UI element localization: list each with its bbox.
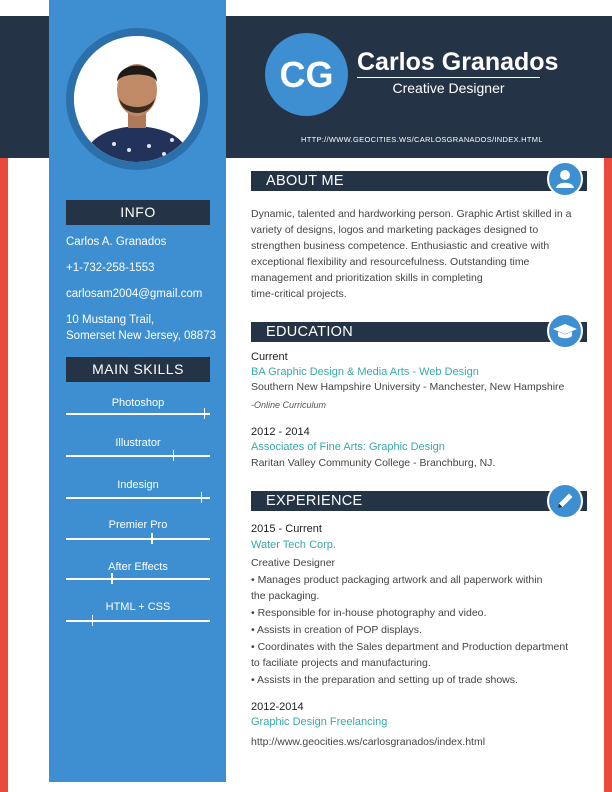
info-address-line2: Somerset New Jersey, 08873 [66, 330, 216, 342]
info-address-line1: 10 Mustang Trail, [66, 314, 155, 326]
list-item: • Responsible for in-house photography and video. [251, 607, 487, 619]
education-heading: EDUCATION [251, 322, 587, 342]
experience-period: 2015 - Current [251, 523, 322, 535]
candidate-role: Creative Designer [392, 80, 505, 96]
about-line: strengthen business competence. Enthusiastic and creative with [251, 240, 550, 252]
skill-bar [66, 538, 210, 540]
about-heading: ABOUT ME [251, 171, 587, 191]
skill-label: After Effects [108, 561, 168, 573]
education-school: Southern New Hampshire University - Manchester, New Hampshire [251, 381, 565, 393]
info-phone: +1-732-258-1553 [66, 262, 155, 274]
portfolio-url[interactable]: HTTP://WWW.GEOCITIES.WS/CARLOSGRANADOS/INDEX.HTML [301, 135, 543, 144]
main-skills-heading: MAIN SKILLS [66, 357, 210, 382]
about-line: time-critical projects. [251, 288, 347, 300]
about-line: variety of designs, logos and marketing packages designed to [251, 224, 539, 236]
about-line: management and prioritization skills in completing [251, 272, 483, 284]
pencil-icon [547, 483, 583, 519]
info-email: carlosam2004@gmail.com [66, 288, 203, 300]
skill-marker [204, 408, 206, 419]
name-underline [357, 77, 540, 78]
about-line: Dynamic, talented and hardworking person. Graphic Artist skilled in a [251, 208, 572, 220]
skill-bar [66, 497, 210, 499]
skill-bar [66, 578, 210, 580]
info-full-name: Carlos A. Granados [66, 236, 167, 248]
info-heading: INFO [66, 200, 210, 225]
right-red-stripe [604, 158, 612, 792]
skill-bar [66, 413, 210, 415]
education-note: -Online Curriculum [251, 400, 327, 410]
skill-bar [66, 620, 210, 622]
education-degree: BA Graphic Design & Media Arts - Web Design [251, 366, 479, 378]
user-icon [547, 161, 583, 197]
freelance-url[interactable]: http://www.geocities.ws/carlosgranados/index.html [251, 736, 486, 748]
skill-label: HTML + CSS [105, 601, 171, 613]
education-period: 2012 - 2014 [251, 426, 310, 438]
experience-company: Graphic Design Freelancing [251, 716, 388, 728]
list-item: • Manages product packaging artwork and all paperwork within [251, 574, 543, 586]
experience-heading: EXPERIENCE [251, 491, 587, 511]
list-item: to faciliate projects and manufacturing. [251, 657, 431, 669]
experience-period: 2012-2014 [251, 701, 304, 713]
candidate-name: Carlos Granados [357, 48, 559, 76]
skill-label: Premier Pro [108, 519, 168, 531]
skill-marker [201, 492, 203, 503]
avatar [74, 36, 200, 162]
education-degree: Associates of Fine Arts: Graphic Design [251, 441, 445, 453]
skill-bar [66, 455, 210, 457]
left-red-stripe [0, 158, 8, 792]
list-item: • Assists in the preparation and setting up of trade shows. [251, 674, 518, 686]
avatar-portrait [74, 36, 200, 162]
skill-label: Illustrator [115, 437, 161, 449]
about-line: exceptional flexibility and resourcefulness. Outstanding time [251, 256, 530, 268]
list-item: the packaging. [251, 590, 320, 602]
skill-label: Photoshop [111, 397, 165, 409]
education-school: Raritan Valley Community College - Branchburg, NJ. [251, 457, 496, 469]
skill-marker [92, 615, 94, 626]
skill-marker [111, 573, 113, 584]
list-item: • Coordinates with the Sales department and Production department [251, 641, 569, 653]
skill-marker [173, 450, 175, 461]
skill-label: Indesign [117, 479, 159, 491]
monogram-logo: CG [265, 33, 348, 116]
graduation-cap-icon [547, 313, 583, 349]
experience-position: Creative Designer [251, 557, 336, 569]
experience-company: Water Tech Corp. [251, 539, 336, 551]
education-period: Current [251, 351, 288, 363]
skill-marker [151, 533, 153, 544]
list-item: • Assists in creation of POP displays. [251, 624, 422, 636]
